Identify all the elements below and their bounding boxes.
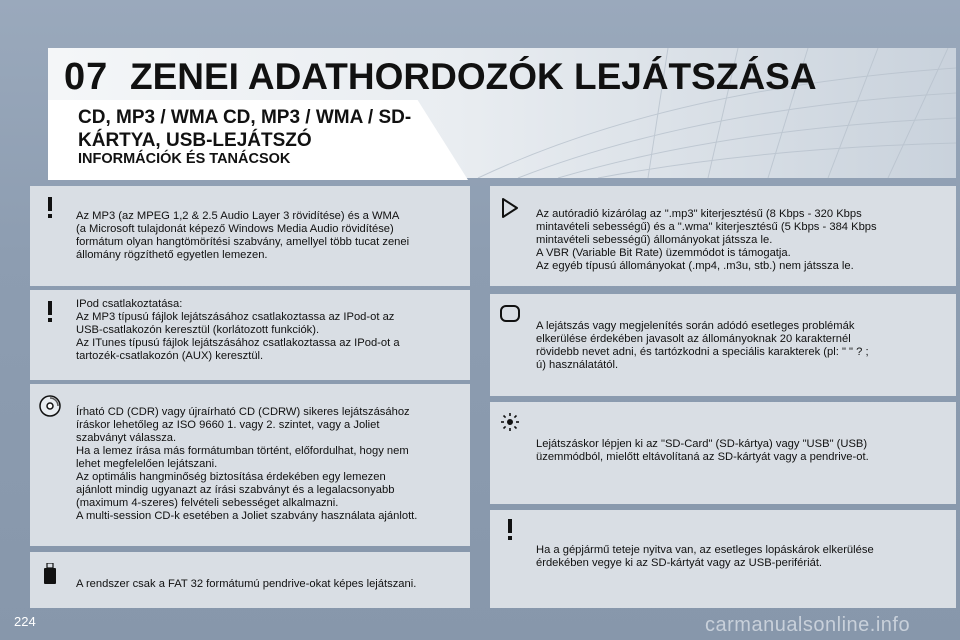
chapter-title: ZENEI ADATHORDOZÓK LEJÁTSZÁSA [130,56,817,97]
info-text: A rendszer csak a FAT 32 formátumú pendrive-okat képes lejátszani. [76,578,417,590]
chapter-number: 07 [64,56,109,98]
info-text: Az MP3 (az MPEG 1,2 & 2.5 Audio Layer 3 rövidítése) és a WMA (a Microsoft tulajdonát képező Windows Media Audio rövidítése) formátum olyan hangtömörítési szabvány, amellyel több tucat zenei állomány rögzíthető egyetlen lemezen. [76,210,410,261]
disc-icon [38,394,62,418]
rounded-square-icon [498,302,522,326]
info-box-ipod [30,290,470,380]
info-heading: INFORMÁCIÓK ÉS TANÁCSOK [78,151,291,167]
info-box-file-formats [490,186,956,286]
usb-stick-icon [38,562,62,586]
info-text: IPod csatlakoztatása: Az MP3 típusú fájlok lejátszásához csatlakoztassa az IPod-ot az USB-csatlakozón keresztül (korlátozott funkciók). Az ITunes típusú fájlok lejátszásához csatlakoztassa az IPod-ot a tartozék-csatlakozón (AUX) keresztül. [76,298,400,362]
watermark: carmanualsonline.info [705,614,911,636]
sun-icon [498,410,522,434]
info-box-eject [490,402,956,504]
info-box-mp3-wma [30,186,470,286]
info-text: Lejátszáskor lépjen ki az "SD-Card" (SD-kártya) vagy "USB" (USB) üzemmódból, mielőtt eltávolítaná az SD-kártyát vagy a pendrive-ot. [536,438,869,463]
info-text: A lejátszás vagy megjelenítés során adódó esetleges problémák elkerülése érdekében javasolt az állományoknak 20 karakternél rövidebb nevet adni, és tartózkodni a speciális karakterek (pl: " " ? ; ú) használatától. [536,320,869,371]
info-box-file-names [490,294,956,396]
exclamation-icon [38,300,62,324]
info-box-fat32 [30,552,470,608]
info-text: Írható CD (CDR) vagy újraírható CD (CDRW) sikeres lejátszásához íráskor lehetőleg az ISO 9660 1. vagy 2. szintet, vagy a Joliet szabványt válassza. Ha a lemez írása más formátumban történt, előfordulhat, hogy nem lehet megfelelően lejátszani. Az optimális hangminőség biztosítása érdekében egy lemezen ajánlott mindig ugyanazt az írási szabványt és a legalacsonyabb (maximum 4-szeres) felvételi sebességet alkalmazni. A multi-session CD-k esetében a Joliet szabvány használata ajánlott. [76,406,418,522]
info-text: Ha a gépjármű teteje nyitva van, az esetleges lopáskárok elkerülése érdekében vegye ki az SD-kártyát vagy az USB-perifériát. [536,544,874,569]
info-box-theft [490,510,956,608]
exclamation-icon [38,196,62,220]
info-box-cd-writing [30,384,470,546]
exclamation-icon [498,518,522,542]
page-number: 224 [14,614,36,629]
section-subtitle: CD, MP3 / WMA CD, MP3 / WMA / SD-KÁRTYA, USB-LEJÁTSZÓ [78,107,412,151]
play-icon [498,196,522,220]
info-text: Az autóradió kizárólag az ".mp3" kiterjesztésű (8 Kbps - 320 Kbps mintavételi sebességű) és a ".wma" kiterjesztésű (5 Kbps - 384 Kbps mintavételi sebességű) állományokat játssza le. A VBR (Variable Bit Rate) üzemmódot is támogatja. Az egyéb típusú állományokat (.mp4, .m3u, stb.) nem játssza le. [536,208,877,272]
